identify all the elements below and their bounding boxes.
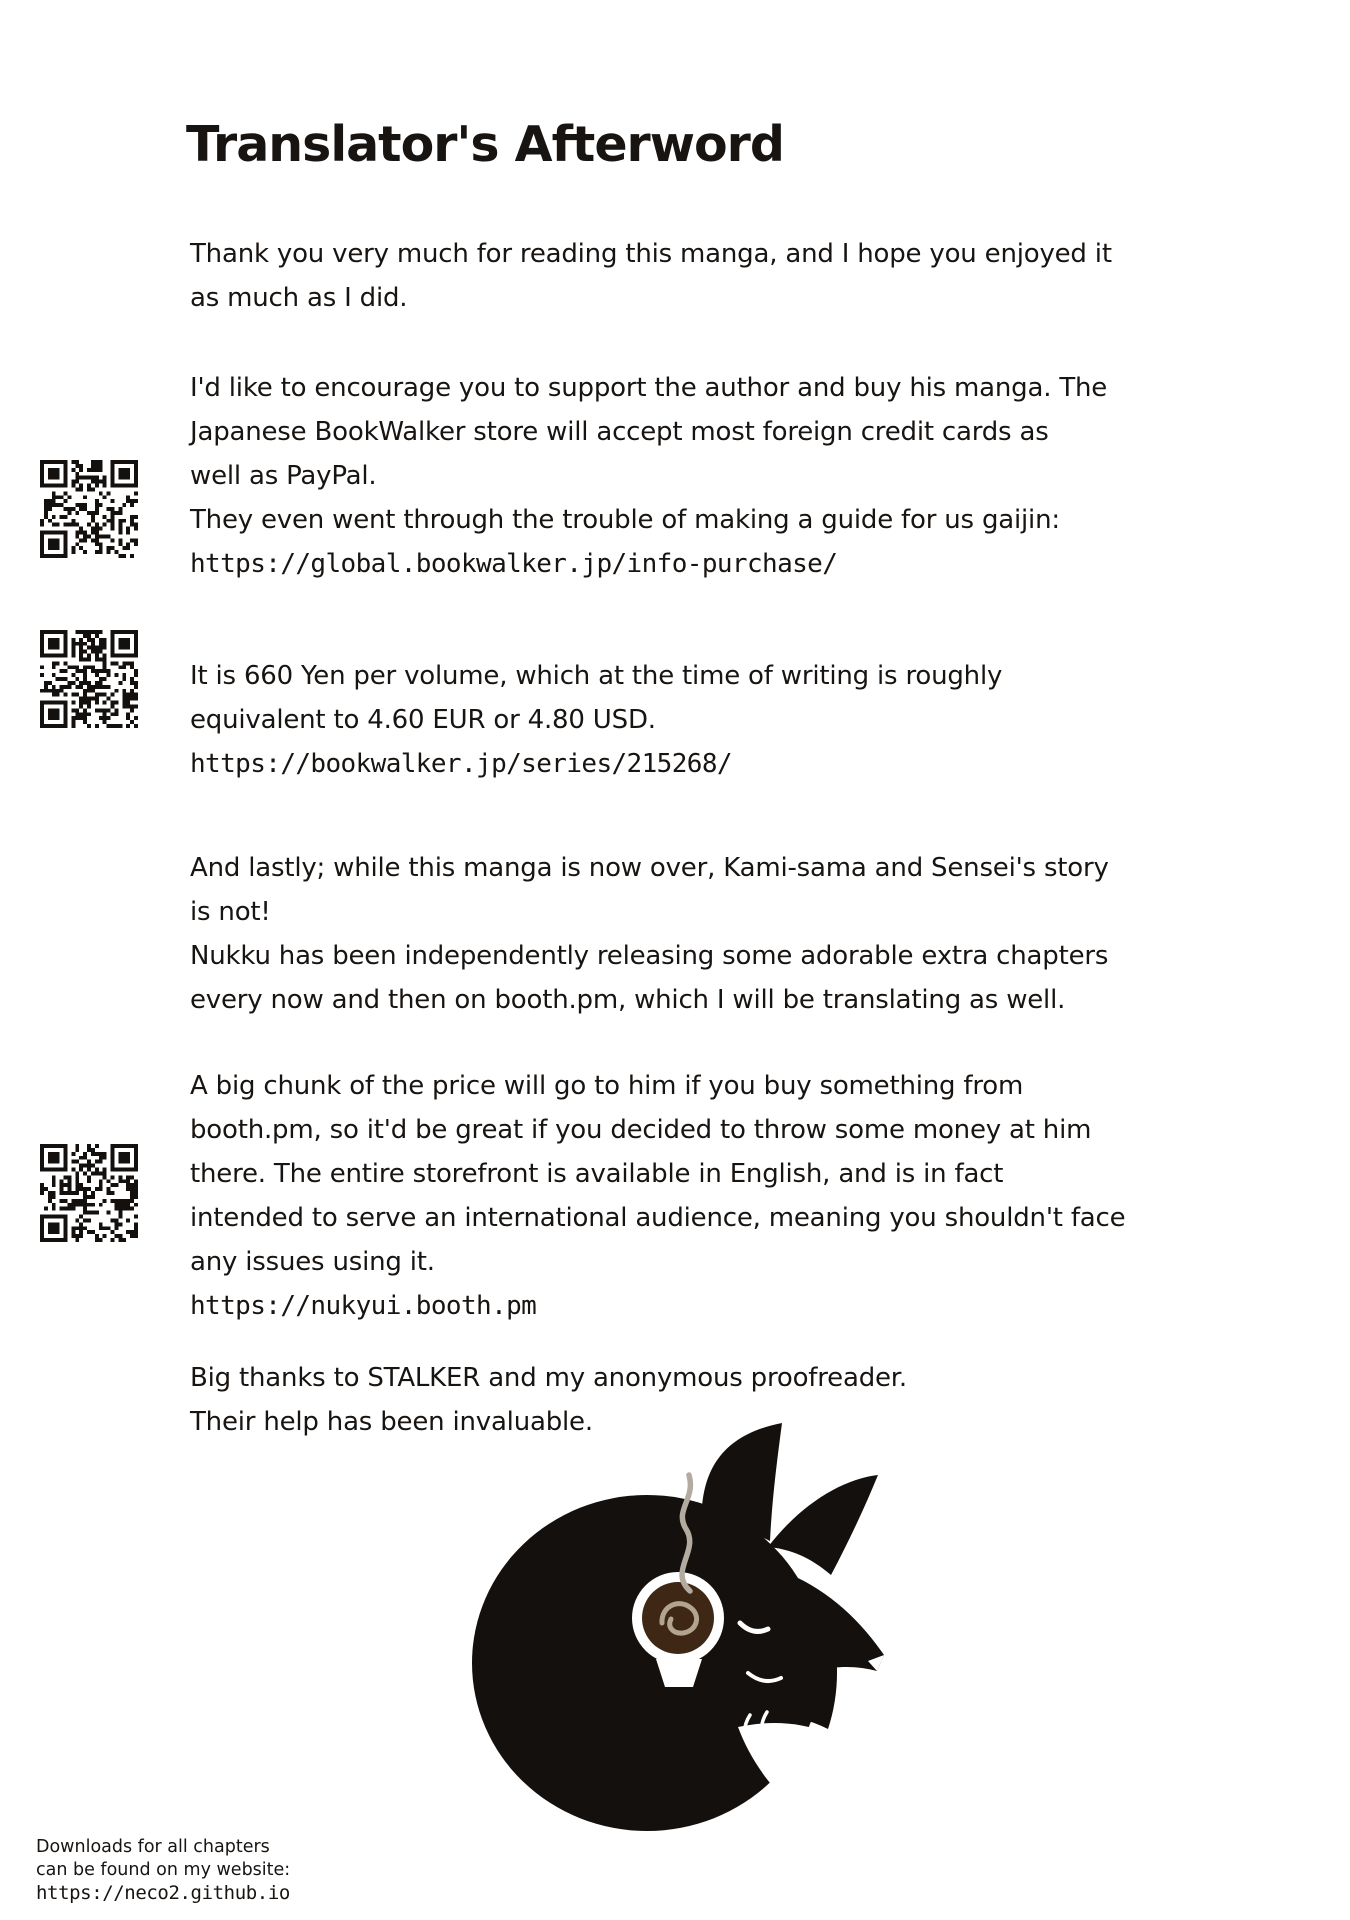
footer-line: can be found on my website: (36, 1860, 291, 1880)
text-line: well as PayPal. (190, 461, 377, 491)
paragraph-extra-chapters (190, 846, 1109, 1022)
paragraph-thanks (190, 232, 1112, 320)
qr-code-booth-icon (40, 1144, 138, 1242)
mascot-ear-left (702, 1423, 782, 1541)
paragraph-support-author (190, 366, 1107, 586)
text-line: is not! (190, 897, 271, 927)
text-line: there. The entire storefront is available in English, and is in fact (190, 1159, 1004, 1189)
text-line: Nukku has been independently releasing some adorable extra chapters (190, 941, 1109, 971)
text-line: I'd like to encourage you to support the author and buy his manga. The (190, 373, 1108, 403)
text-line: intended to serve an international audience, meaning you shouldn't face (190, 1203, 1126, 1233)
text-line: every now and then on booth.pm, which I will be translating as well. (190, 985, 1066, 1015)
url-bookwalker-series: https://bookwalker.jp/series/215268/ (190, 749, 732, 779)
page-title: Translator's Afterword (186, 116, 784, 173)
qr-code-bookwalker-guide-icon (40, 460, 138, 558)
paragraph-price (190, 654, 1002, 786)
text-line: Big thanks to STALKER and my anonymous proofreader. (190, 1363, 907, 1393)
text-line: Japanese BookWalker store will accept most foreign credit cards as (190, 417, 1049, 447)
footer-website-url: https://neco2.github.io (36, 1882, 290, 1904)
text-line: Thank you very much for reading this manga, and I hope you enjoyed it (190, 239, 1112, 269)
text-line: A big chunk of the price will go to him if you buy something from (190, 1071, 1024, 1101)
footer-note (36, 1836, 290, 1905)
text-line: as much as I did. (190, 283, 408, 313)
url-booth: https://nukyui.booth.pm (190, 1291, 537, 1321)
text-line: And lastly; while this manga is now over, Kami-sama and Sensei's story (190, 853, 1109, 883)
coffee-surface (642, 1582, 714, 1654)
text-line: any issues using it. (190, 1247, 435, 1277)
text-line: It is 660 Yen per volume, which at the time of writing is roughly (190, 661, 1003, 691)
text-line: booth.pm, so it'd be great if you decided to throw some money at him (190, 1115, 1092, 1145)
url-bookwalker-guide: https://global.bookwalker.jp/info-purchase/ (190, 549, 838, 579)
paragraph-booth (190, 1064, 1125, 1328)
text-line: equivalent to 4.60 EUR or 4.80 USD. (190, 705, 656, 735)
footer-line: Downloads for all chapters (36, 1837, 270, 1857)
qr-code-bookwalker-series-icon (40, 630, 138, 728)
text-line: Their help has been invaluable. (190, 1407, 593, 1437)
text-line: They even went through the trouble of making a guide for us gaijin: (190, 505, 1060, 535)
mascot-illustration (450, 1415, 970, 1845)
